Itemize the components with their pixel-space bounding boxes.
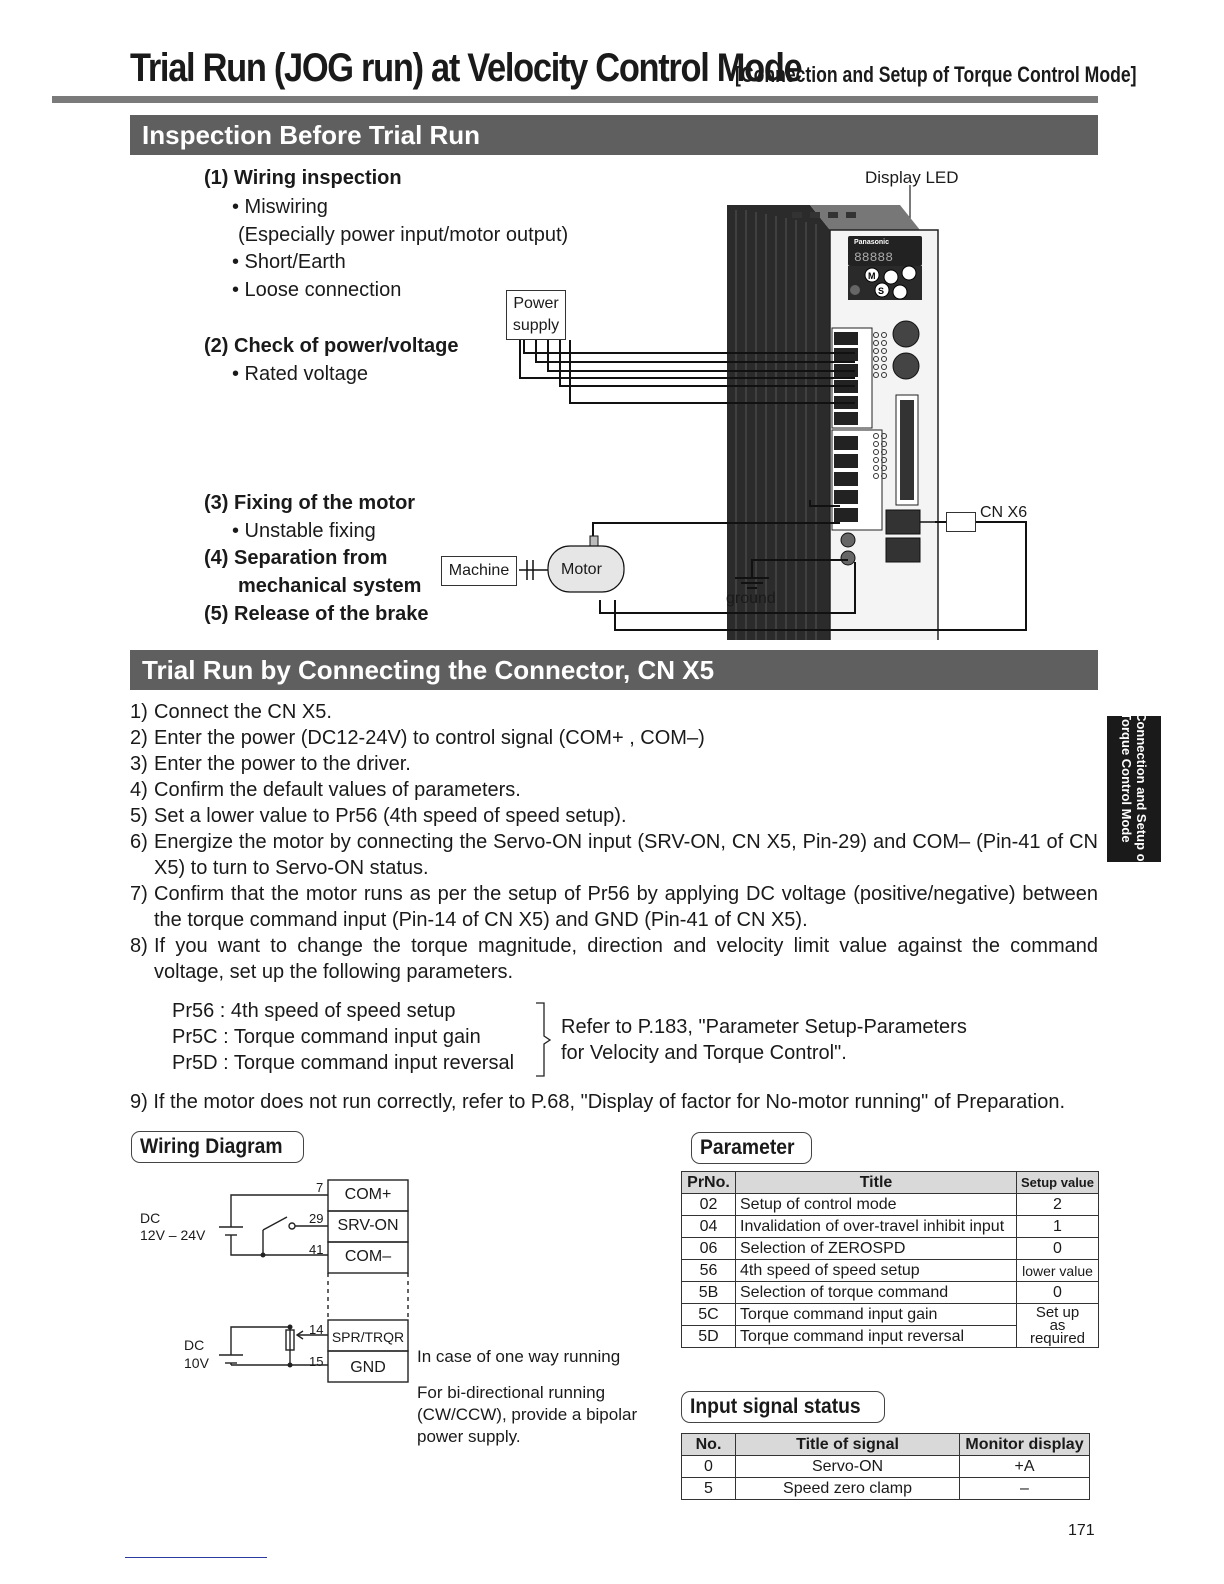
table-row: 5D Torque command input reversal bbox=[682, 1326, 1099, 1348]
brand-label: Panasonic bbox=[854, 239, 890, 246]
list-item: • Miswiring bbox=[232, 196, 328, 218]
list-item: 3) Enter the power to the driver. bbox=[130, 753, 411, 775]
list-item: 2) Enter the power (DC12-24V) to control signal (COM+ , COM–) bbox=[130, 727, 705, 749]
separation-title-cont: mechanical system bbox=[238, 575, 422, 597]
title-rule bbox=[52, 96, 1098, 103]
parameter-heading: Parameter bbox=[691, 1132, 812, 1164]
ground-label: ground bbox=[726, 590, 776, 607]
footer-rule bbox=[125, 1557, 267, 1558]
com-minus-label: COM– bbox=[344, 1248, 392, 1265]
cn-x6-label: CN X6 bbox=[980, 504, 1028, 521]
dc-source-10v: DC 10V bbox=[184, 1337, 209, 1371]
spr-trqr-label: SPR/TRQR bbox=[331, 1329, 405, 1345]
list-item: 5) Set a lower value to Pr56 (4th speed of speed setup). bbox=[130, 805, 627, 827]
separation-title: (4) Separation from bbox=[204, 547, 388, 569]
power-check-title: (2) Check of power/voltage bbox=[204, 335, 459, 357]
input-signal-heading: Input signal status bbox=[681, 1391, 885, 1423]
section-heading-trial-run: Trial Run by Connecting the Connector, CN X5 bbox=[130, 650, 1098, 690]
refer-text-cont: for Velocity and Torque Control". bbox=[561, 1042, 847, 1064]
trial-steps bbox=[130, 699, 1098, 985]
power-supply-box bbox=[506, 290, 566, 340]
power-supply-label-cont: supply bbox=[512, 317, 560, 334]
motor-fixing-title: (3) Fixing of the motor bbox=[204, 492, 416, 514]
bidirectional-note: For bi-directional running (CW/CCW), provide a bipolar power supply. bbox=[417, 1383, 638, 1446]
list-item: • Unstable fixing bbox=[232, 520, 376, 542]
page-subtitle: [Connection and Setup of Torque Control Mode] bbox=[735, 62, 1137, 87]
motor-label: Motor bbox=[561, 561, 602, 578]
list-item: 1) Connect the CN X5. bbox=[130, 701, 332, 723]
display-led-label: Display LED bbox=[865, 168, 959, 187]
table-row: 5 Speed zero clamp – bbox=[682, 1478, 1090, 1500]
list-item: 4) Confirm the default values of parameters. bbox=[130, 779, 521, 801]
pin-15: 15 bbox=[309, 1354, 324, 1369]
machine-box: Machine bbox=[441, 556, 517, 586]
power-supply-label: Power bbox=[513, 295, 559, 312]
table-header-row: No. Title of signal Monitor display bbox=[682, 1434, 1090, 1456]
step-9: 9) If the motor does not run correctly, refer to P.68, "Display of factor for No-motor running" of Preparation. bbox=[130, 1091, 1066, 1113]
refer-text: Refer to P.183, "Parameter Setup-Parameters bbox=[561, 1016, 967, 1038]
table-row: 06 Selection of ZEROSPD 0 bbox=[682, 1238, 1099, 1260]
gnd-label: GND bbox=[350, 1359, 386, 1376]
wiring-diagram-heading: Wiring Diagram bbox=[131, 1131, 304, 1163]
brake-title: (5) Release of the brake bbox=[204, 603, 429, 625]
srv-on-label: SRV-ON bbox=[337, 1217, 399, 1234]
table-row: 5C Torque command input gain Set up as required bbox=[682, 1304, 1099, 1326]
param-bracket bbox=[530, 1000, 554, 1080]
svg-text:M: M bbox=[868, 271, 876, 281]
svg-text:S: S bbox=[878, 286, 885, 296]
cn-x6-connector bbox=[946, 512, 976, 532]
inspection-diagram bbox=[430, 160, 1050, 640]
list-item: 8) If you want to change the torque magnitude, direction and velocity limit value against the command voltage, set up the following parameters. bbox=[130, 935, 1098, 983]
table-header-row: PrNo. Title Setup value bbox=[682, 1172, 1099, 1194]
com-plus-label: COM+ bbox=[344, 1186, 392, 1203]
param-line-pr56: Pr56 : 4th speed of speed setup bbox=[172, 1000, 456, 1022]
param-line-pr5d: Pr5D : Torque command input reversal bbox=[172, 1052, 515, 1074]
table-row: 04 Invalidation of over-travel inhibit input 1 bbox=[682, 1216, 1099, 1238]
wiring-inspection-title: (1) Wiring inspection bbox=[204, 167, 402, 189]
pin-14: 14 bbox=[309, 1322, 324, 1337]
list-item: 6) Energize the motor by connecting the Servo-ON input (SRV-ON, CN X5, Pin-29) and COM– (Pin-41 of CN X5) to turn to Servo-ON status. bbox=[130, 831, 1098, 879]
table-row: 5B Selection of torque command 0 bbox=[682, 1282, 1099, 1304]
parameter-table bbox=[681, 1171, 1099, 1348]
page-title: Trial Run (JOG run) at Velocity Control Mode bbox=[130, 46, 802, 90]
table-row: 0 Servo-ON +A bbox=[682, 1456, 1090, 1478]
side-chapter-tab: Connection and Setup of Torque Control Mode bbox=[1107, 716, 1161, 862]
dc-source-12-24v: DC 12V – 24V bbox=[140, 1210, 206, 1243]
list-item: • Loose connection bbox=[232, 279, 402, 301]
list-item: (Especially power input/motor output) bbox=[238, 224, 569, 246]
list-item: • Short/Earth bbox=[232, 251, 346, 273]
input-signal-table bbox=[681, 1433, 1090, 1500]
merged-setup-value: Set up as required bbox=[1017, 1304, 1099, 1348]
table-row: 02 Setup of control mode 2 bbox=[682, 1194, 1099, 1216]
page-number: 171 bbox=[1068, 1522, 1095, 1539]
list-item: 7) Confirm that the motor runs as per the setup of Pr56 by applying DC voltage (positive/negative) between the torque command input (Pin-14 of CN X5) and GND (Pin-41 of CN X5). bbox=[130, 883, 1098, 931]
one-way-note: In case of one way running bbox=[417, 1347, 621, 1366]
list-item: • Rated voltage bbox=[232, 363, 368, 385]
pin-41: 41 bbox=[309, 1242, 324, 1257]
param-line-pr5c: Pr5C : Torque command input gain bbox=[172, 1026, 481, 1048]
pin-7: 7 bbox=[316, 1180, 324, 1195]
section-heading-inspection: Inspection Before Trial Run bbox=[130, 115, 1098, 155]
table-row: 56 4th speed of speed setup lower value bbox=[682, 1260, 1099, 1282]
pin-29: 29 bbox=[309, 1211, 324, 1226]
svg-text:88888: 88888 bbox=[854, 250, 894, 265]
